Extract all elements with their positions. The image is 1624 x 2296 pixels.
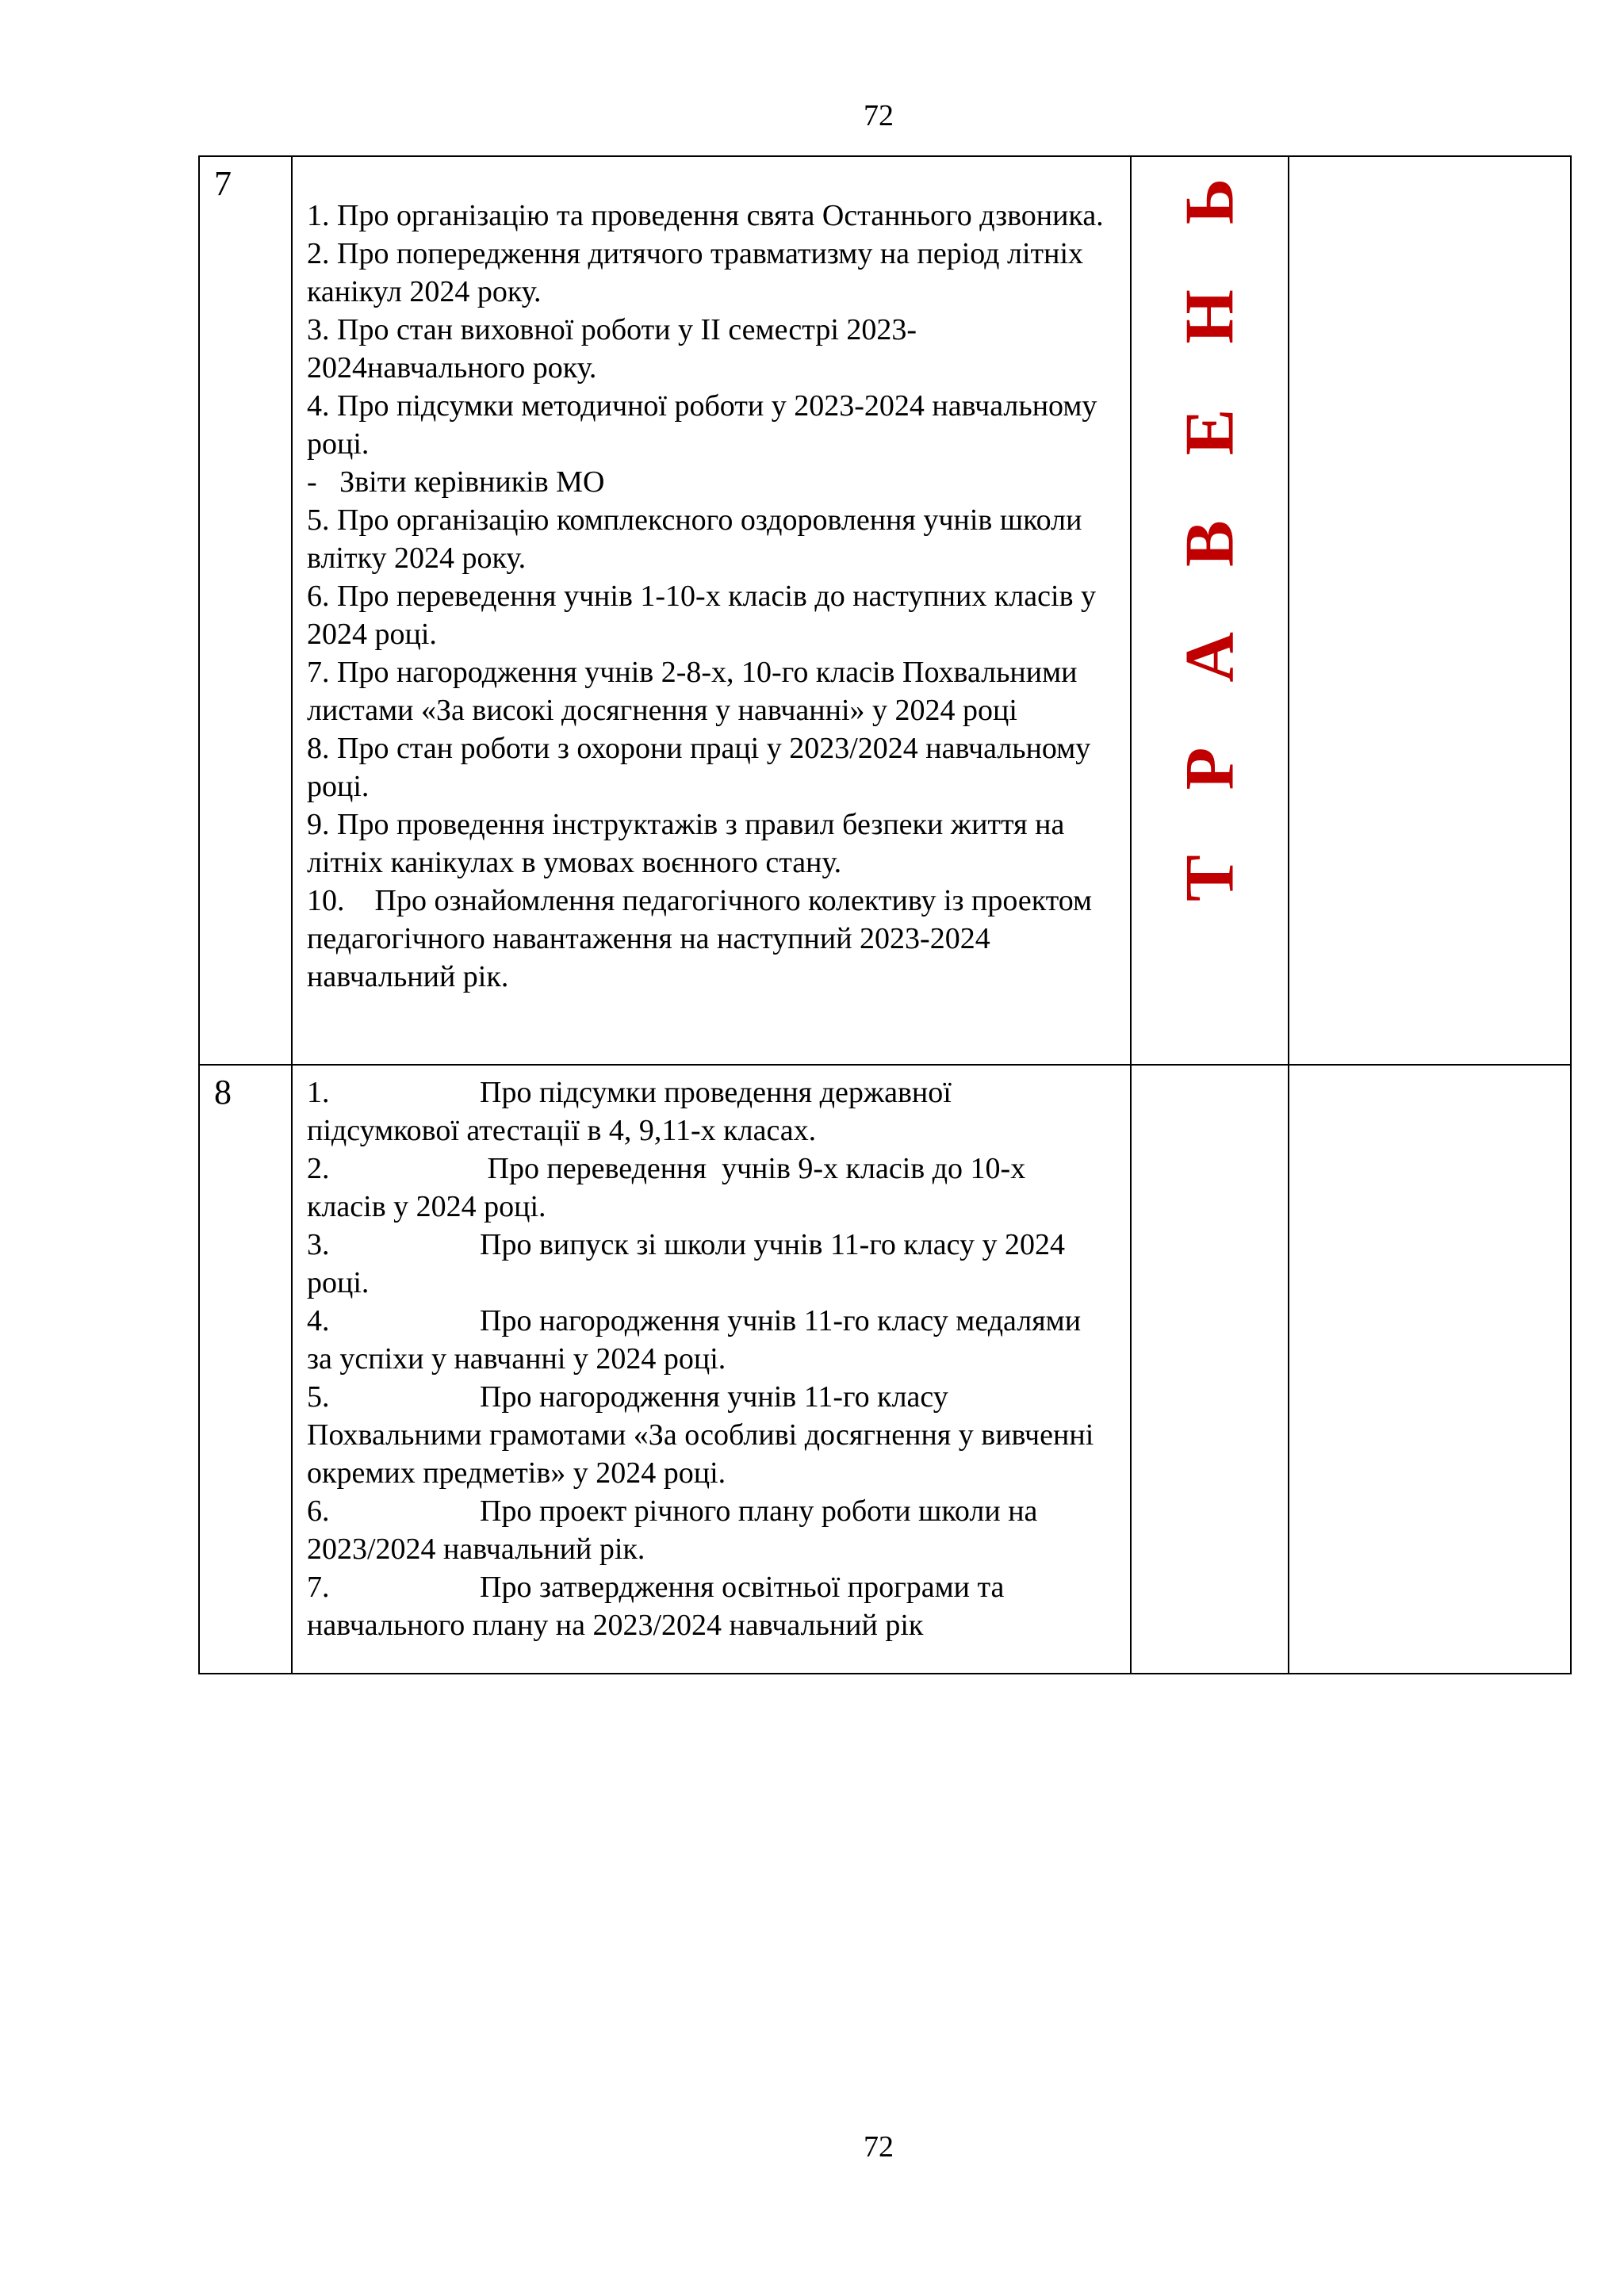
- month-label: Т Р А В Е Н Ь: [1171, 154, 1248, 902]
- agenda-item-text: Про підсумки проведення державної підсумкової атестації в 4, 9,11-х класах.: [307, 1076, 952, 1147]
- agenda-list: [293, 1066, 1130, 1644]
- agenda-item: [307, 1378, 1106, 1492]
- row-number: 8: [214, 1073, 232, 1112]
- agenda-item: 8. Про стан роботи з охорони праці у 2023/2024 навчальному році.: [307, 732, 1091, 803]
- agenda-item: 9. Про проведення інструктажів з правил безпеки життя на літніх канікулах в умовах воєнного стану.: [307, 808, 1065, 879]
- agenda-item-text: Про переведення учнів 9-х класів до 10-х класів у 2024 році.: [307, 1152, 1033, 1223]
- month-cell: [1131, 156, 1289, 1065]
- agenda-cell: [292, 156, 1131, 1065]
- agenda-item: 1. Про організацію та проведення свята Останнього дзвоника.: [307, 199, 1104, 232]
- agenda-cell: [292, 1065, 1131, 1674]
- row-number-cell: [199, 1065, 292, 1674]
- table-row: [199, 1065, 1571, 1674]
- agenda-item: [307, 1492, 1106, 1568]
- agenda-item-number: 4.: [307, 1304, 330, 1337]
- agenda-item-number: 6.: [307, 1494, 330, 1528]
- month-cell-empty: [1131, 1065, 1289, 1674]
- page-number-bottom: 72: [864, 2130, 894, 2164]
- agenda-item-text: Про нагородження учнів 11-го класу медалями за успіхи у навчанні у 2024 році.: [307, 1304, 1082, 1376]
- agenda-item: [307, 1150, 1106, 1226]
- agenda-item-number: 5.: [307, 1380, 330, 1414]
- agenda-item-text: Про затвердження освітньої програми та навчального плану на 2023/2024 навчальний рік: [307, 1571, 1005, 1642]
- row-number-cell: [199, 156, 292, 1065]
- table-row: [199, 156, 1571, 1065]
- agenda-item-number: 2.: [307, 1152, 330, 1185]
- agenda-item: 4. Про підсумки методичної роботи у 2023-2024 навчальному році.: [307, 389, 1097, 461]
- agenda-item-text: Про випуск зі школи учнів 11-го класу у 2024 році.: [307, 1228, 1066, 1299]
- meeting-plan-table: [198, 155, 1572, 1674]
- agenda-item-text: Про проект річного плану роботи школи на 2023/2024 навчальний рік.: [307, 1494, 1038, 1566]
- agenda-item: 2. Про попередження дитячого травматизму на період літніх канікул 2024 року.: [307, 237, 1084, 308]
- agenda-item: 5. Про організацію комплексного оздоровлення учнів школи влітку 2024 року.: [307, 503, 1082, 575]
- agenda-item: [307, 1302, 1106, 1378]
- agenda-item: 7. Про нагородження учнів 2-8-х, 10-го класів Похвальними листами «За високі досягнення у навчанні» у 2024 році: [307, 656, 1078, 727]
- agenda-list: [293, 157, 1130, 996]
- page-number-top: 72: [864, 99, 894, 132]
- responsible-cell: [1289, 1065, 1571, 1674]
- agenda-item-number: 1.: [307, 1076, 330, 1109]
- agenda-item-number: 7.: [307, 1571, 330, 1604]
- agenda-item: 6. Про переведення учнів 1-10-х класів до наступних класів у 2024 році.: [307, 580, 1097, 651]
- agenda-item-text: Про нагородження учнів 11-го класу Похвальними грамотами «За особливі досягнення у вивченні окремих предметів» у 2024 році.: [307, 1380, 1094, 1490]
- agenda-item: [307, 1226, 1106, 1302]
- agenda-item: - Звіти керівників МО: [307, 465, 605, 499]
- agenda-item: [307, 1568, 1106, 1644]
- agenda-item-number: 3.: [307, 1228, 330, 1261]
- agenda-item: [307, 1073, 1106, 1150]
- agenda-item: 3. Про стан виховної роботи у ІІ семестрі 2023-2024навчального року.: [307, 313, 917, 385]
- row-number: 7: [214, 164, 232, 203]
- responsible-cell: [1289, 156, 1571, 1065]
- agenda-item: 10. Про ознайомлення педагогічного колективу із проектом педагогічного навантаження на наступний 2023-2024 навчальний рік.: [307, 884, 1100, 993]
